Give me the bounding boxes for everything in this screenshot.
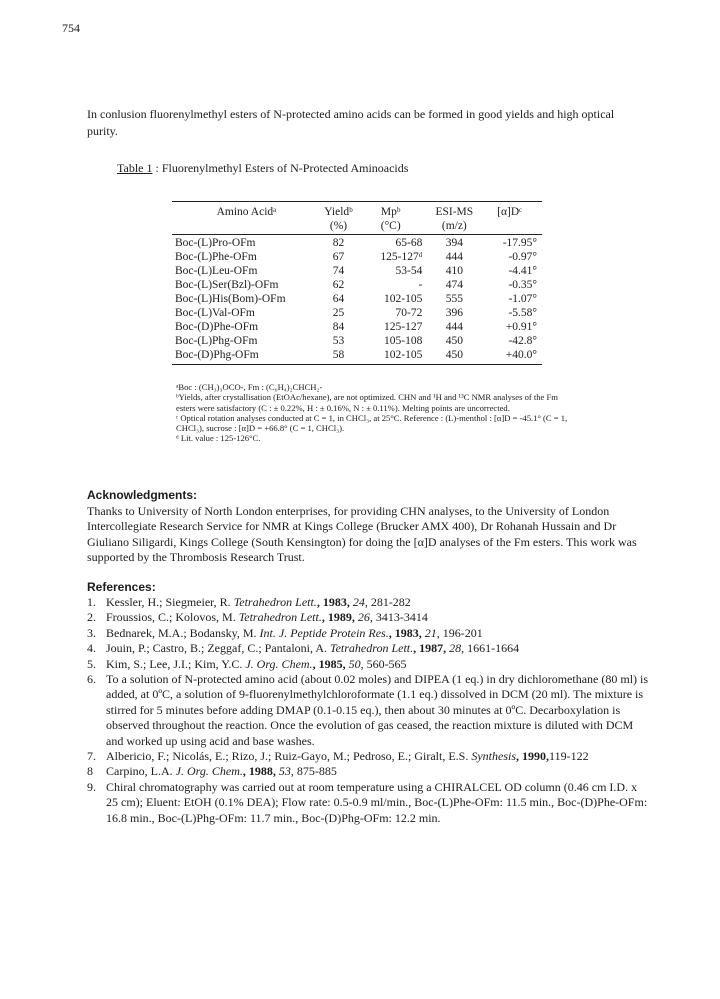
reference-item <box>87 672 649 749</box>
cell-esi-ms: 555 <box>445 293 463 305</box>
table-footnotes <box>176 382 576 444</box>
table-row <box>172 278 542 292</box>
reference-year: , 1985, <box>312 656 349 671</box>
cell-mp: 105-108 <box>383 335 423 347</box>
reference-text: To a solution of N-protected amino acid (about 0.02 moles) and DIPEA (1 eq.) in dry dichloromethane (80 ml) is added, at 0ºC, a solution of 9-fluorenylmethylchloroformate (1.1 eq.) dissolved in DCM (20 ml). The mixture is stirred for 5 minutes before adding DMAP (0.1-0.15 eq.), then about 30 minutes at 0ºC. Decarboxylation is observed throughout the reaction. Once the evolution of gas ceased, the reaction mixture is diluted with DCM and worked up using acid and base washes. <box>106 672 649 748</box>
table-label: Table 1 <box>117 161 153 175</box>
reference-pages: , 3413-3414 <box>369 610 428 625</box>
data-table <box>172 201 542 365</box>
reference-item <box>87 657 649 672</box>
cell-amino-acid: Boc-(L)His(Bom)-OFm <box>175 293 286 305</box>
reference-pages: , 560-565 <box>360 656 407 671</box>
footnote-a: ᵃBoc : (CH₃)₃OCO-, Fm : (C₆H₄)₂CHCH₂- <box>176 382 323 392</box>
reference-item <box>87 749 649 764</box>
reference-volume: 28 <box>449 641 462 656</box>
header-units-empty <box>172 219 318 235</box>
table-body <box>172 235 542 365</box>
cell-mp: 53-54 <box>395 265 423 277</box>
cell-amino-acid: Boc-(D)Phg-OFm <box>172 348 318 365</box>
reference-number: 5. <box>87 656 96 671</box>
reference-journal: J. Org. Chem. <box>245 656 313 671</box>
cell-optical-rotation: +40.0° <box>482 348 542 365</box>
reference-pages: 119-122 <box>549 749 589 764</box>
table-caption-text: : Fluorenylmethyl Esters of N-Protected Aminoacids <box>155 161 409 175</box>
reference-authors: Jouin, P.; Castro, B.; Zeggaf, C.; Pantaloni, A. <box>106 641 330 656</box>
reference-year: , 1990, <box>516 749 550 764</box>
reference-number: 4. <box>87 641 96 656</box>
reference-number: 6. <box>87 672 96 687</box>
cell-mp: - <box>418 279 423 291</box>
acknowledgments-heading: Acknowledgments: <box>87 488 198 502</box>
conclusion-paragraph: In conlusion fluorenylmethyl esters of N-protected amino acids can be formed in good yields and high optical purity. <box>87 107 615 138</box>
reference-authors: Froussios, C.; Kolovos, M. <box>106 610 239 625</box>
header-yield-unit: (%) <box>318 219 359 235</box>
cell-yield: 84 <box>332 321 345 333</box>
reference-number: 8 <box>87 764 93 779</box>
reference-pages: , 1661-1664 <box>461 641 520 656</box>
reference-journal: Tetrahedron Lett. <box>330 641 414 656</box>
footnote-c: ᶜ Optical rotation analyses conducted at C = 1, in CHCl₃, at 25°C. Reference : (L)-menthol : [α]D = -45.1° (C = 1, CHCl₃), sucrose : [α]D = +66.8° (C = 1, CHCl₃). <box>176 412 568 434</box>
reference-journal: Synthesis <box>471 749 517 764</box>
reference-text: Chiral chromatography was carried out at room temperature using a CHIRALCEL OD column (0.46 cm I.D. x 25 cm); Eluent: EtOH (0.1% DEA); Flow rate: 0.5-0.9 ml/min., Boc-(L)Phe-OFm: 11.5 min., Boc-(D)Phe-OFm: 16.8 min., Boc-(L)Phg-OFm: 11.7 min., Boc-(D)Phg-OFm: 12.2 min. <box>106 779 648 825</box>
table-row <box>172 264 542 278</box>
cell-amino-acid: Boc-(L)Val-OFm <box>175 307 255 319</box>
reference-pages: , 196-201 <box>436 625 483 640</box>
reference-journal: Int. J. Peptide Protein Res. <box>259 625 389 640</box>
reference-authors: Kim, S.; Lee, J.I.; Kim, Y.C. <box>106 656 246 671</box>
cell-esi-ms: 410 <box>445 265 463 277</box>
cell-amino-acid: Boc-(L)Pro-OFm <box>175 237 256 249</box>
reference-authors: Carpino, L.A. <box>106 764 176 779</box>
header-mp: Mpᵇ <box>359 202 426 220</box>
cell-mp: 125-127ᵈ <box>380 251 423 263</box>
reference-volume: 26 <box>357 610 370 625</box>
reference-journal: Tetrahedron Lett. <box>238 610 322 625</box>
reference-number: 2. <box>87 610 96 625</box>
reference-year: , 1983, <box>316 595 353 609</box>
cell-yield: 67 <box>332 251 345 263</box>
cell-yield: 53 <box>332 335 345 347</box>
reference-item <box>87 764 649 779</box>
cell-amino-acid: Boc-(L)Ser(Bzl)-OFm <box>175 279 279 291</box>
reference-year: , 1989, <box>321 610 358 625</box>
cell-amino-acid: Boc-(L)Phe-OFm <box>175 251 257 263</box>
page-number: 754 <box>62 21 80 35</box>
reference-volume: 21 <box>424 625 437 640</box>
table-row <box>172 334 542 348</box>
table-header-units-row <box>172 219 542 235</box>
reference-journal: J. Org. Chem. <box>175 764 243 779</box>
reference-journal: Tetrahedron Lett. <box>233 595 317 609</box>
cell-amino-acid: Boc-(D)Phe-OFm <box>175 321 259 333</box>
cell-esi-ms: 474 <box>445 279 463 291</box>
table-row <box>172 235 542 251</box>
reference-pages: , 281-282 <box>364 595 411 609</box>
header-esi-ms: ESI-MS <box>426 202 482 220</box>
cell-amino-acid: Boc-(L)Leu-OFm <box>175 265 258 277</box>
cell-optical-rotation: -17.95° <box>502 237 537 249</box>
reference-item <box>87 610 649 625</box>
cell-yield: 62 <box>332 279 345 291</box>
cell-esi-ms: 444 <box>445 251 463 263</box>
reference-authors: Albericio, F.; Nicolás, E.; Rizo, J.; Ruiz-Gayo, M.; Pedroso, E.; Giralt, E.S. <box>106 749 472 764</box>
reference-item <box>87 626 649 641</box>
cell-yield: 58 <box>318 348 359 365</box>
cell-optical-rotation: +0.91° <box>505 321 537 333</box>
references-list <box>87 595 649 826</box>
reference-year: , 1987, <box>413 641 450 656</box>
table-row <box>172 250 542 264</box>
reference-number: 3. <box>87 625 96 640</box>
cell-mp: 65-68 <box>395 237 423 249</box>
reference-volume: 50 <box>348 656 361 671</box>
table-row <box>172 306 542 320</box>
cell-optical-rotation: -42.8° <box>508 335 537 347</box>
header-yield: Yieldᵇ <box>318 202 359 220</box>
references-heading: References: <box>87 580 156 594</box>
reference-authors: Bednarek, M.A.; Bodansky, M. <box>106 625 260 640</box>
cell-optical-rotation: -4.41° <box>508 265 537 277</box>
header-amino-acid: Amino Acidᵃ <box>172 202 318 220</box>
reference-pages: , 875-885 <box>290 764 337 779</box>
reference-year: , 1983, <box>388 625 425 640</box>
table-header-row <box>172 202 542 220</box>
footnote-b: ᵇYields, after crystallisation (EtOAc/hexane), are not optimized. CHN and ¹H and ¹³C NMR analyses of the Fm esters were satisfactory (C : ± 0.22%, H : ± 0.16%, N : ± 0.11%). Melting points are uncorrected. <box>176 392 558 413</box>
footnote-d: ᵈ Lit. value : 125-126°C. <box>176 433 261 444</box>
reference-authors: Kessler, H.; Siegmeier, R. <box>106 595 234 609</box>
cell-esi-ms: 444 <box>445 321 463 333</box>
cell-yield: 25 <box>332 307 345 319</box>
reference-volume: 53 <box>278 764 291 779</box>
header-optical-rotation: [α]Dᶜ <box>482 202 542 220</box>
table-row <box>172 320 542 334</box>
cell-yield: 64 <box>332 293 345 305</box>
cell-mp: 102-105 <box>383 293 423 305</box>
data-table-container <box>172 201 542 365</box>
reference-year: , 1988, <box>242 764 279 779</box>
cell-optical-rotation: -1.07° <box>508 293 537 305</box>
table-row <box>172 348 542 365</box>
cell-optical-rotation: -0.35° <box>508 279 537 291</box>
cell-esi-ms: 396 <box>445 307 463 319</box>
header-alpha-unit <box>482 219 542 235</box>
cell-optical-rotation: -0.97° <box>508 251 537 263</box>
table-caption <box>117 161 408 176</box>
cell-esi-ms: 394 <box>445 237 463 249</box>
cell-optical-rotation: -5.58° <box>508 307 537 319</box>
cell-yield: 74 <box>332 265 345 277</box>
cell-mp: 70-72 <box>395 307 423 319</box>
cell-esi-ms: 450 <box>445 335 463 347</box>
reference-item <box>87 595 649 610</box>
reference-item <box>87 780 649 826</box>
cell-amino-acid: Boc-(L)Phg-OFm <box>175 335 258 347</box>
reference-item <box>87 641 649 656</box>
cell-esi-ms: 450 <box>426 348 482 365</box>
reference-number: 9. <box>87 779 96 794</box>
cell-mp: 125-127 <box>383 321 423 333</box>
cell-yield: 82 <box>332 237 345 249</box>
acknowledgments-body: Thanks to University of North London enterprises, for providing CHN analyses, to the University of London Intercollegiate Research Service for NMR at Kings College (Brucker AMX 400), Dr Rohanah Hussain and Dr Giuliano Siligardi, Kings College (South Kensington) for doing the [α]D analyses of the Fm esters. This work was supported by the Thrombosis Research Trust. <box>87 504 637 565</box>
header-mp-unit: (°C) <box>359 219 426 235</box>
cell-mp: 102-105 <box>359 348 426 365</box>
reference-number: 7. <box>87 749 96 764</box>
reference-volume: 24 <box>352 595 365 609</box>
header-esi-unit: (m/z) <box>426 219 482 235</box>
reference-number: 1. <box>87 595 96 609</box>
table-row <box>172 292 542 306</box>
